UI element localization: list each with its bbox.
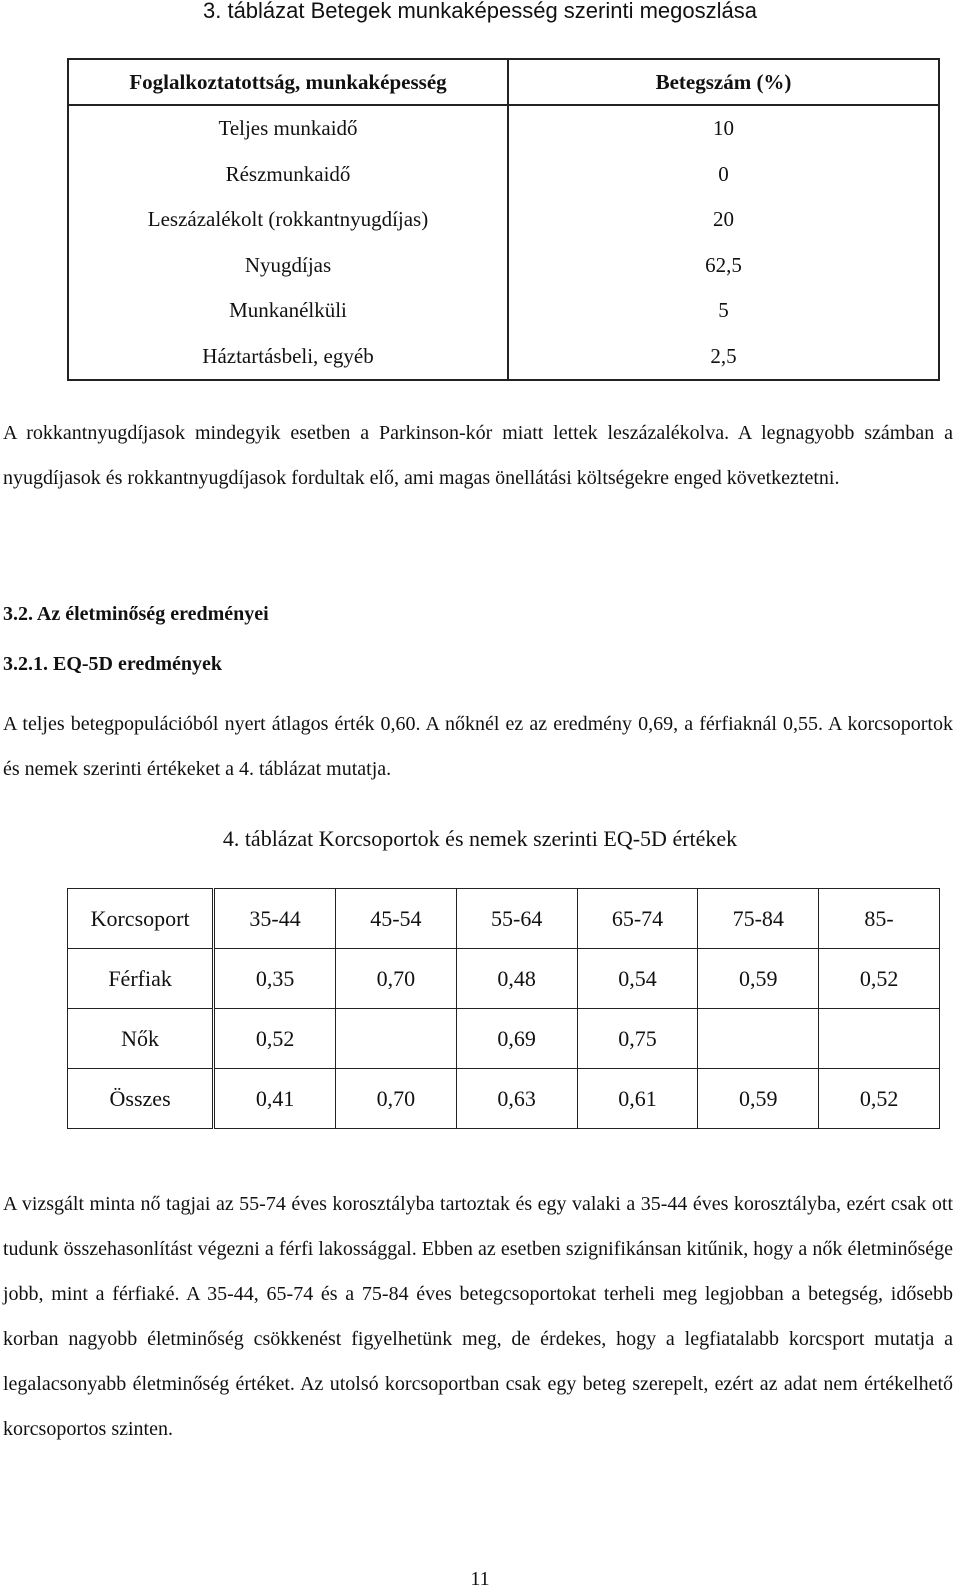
table-cell: 10 <box>508 105 939 152</box>
row-label: Férfiak <box>68 949 214 1009</box>
table-cell: 0,63 <box>456 1069 577 1129</box>
table-cell <box>698 1009 819 1069</box>
subsection-heading: 3.2.1. EQ-5D eredmények <box>3 653 223 675</box>
table-cell: 0,52 <box>819 1069 940 1129</box>
table-cell: 62,5 <box>508 243 939 289</box>
table-cell: 5 <box>508 288 939 334</box>
table-cell: 0,69 <box>456 1009 577 1069</box>
column-header: 35-44 <box>214 889 336 949</box>
table-cell: Részmunkaidő <box>68 152 508 198</box>
table3-caption: 3. táblázat Betegek munkaképesség szerinti megoszlása <box>203 0 757 23</box>
table-row <box>68 334 939 381</box>
table-cell: 0,48 <box>456 949 577 1009</box>
table-cell: Leszázalékolt (rokkantnyugdíjas) <box>68 197 508 243</box>
table-cell: 0,59 <box>698 949 819 1009</box>
table-cell: Munkanélküli <box>68 288 508 334</box>
column-header-patient-count: Betegszám (%) <box>508 59 939 105</box>
table-cell: 0,61 <box>577 1069 698 1129</box>
table-row <box>68 105 939 152</box>
column-header: 45-54 <box>335 889 456 949</box>
table-cell: Háztartásbeli, egyéb <box>68 334 508 381</box>
table-cell: Teljes munkaidő <box>68 105 508 152</box>
table-cell: 0,75 <box>577 1009 698 1069</box>
table-cell: 0,52 <box>214 1009 336 1069</box>
table-cell: 0,70 <box>335 949 456 1009</box>
row-label: Összes <box>68 1069 214 1129</box>
row-label: Nők <box>68 1009 214 1069</box>
paragraph-disability-pension: A rokkantnyugdíjasok mindegyik esetben a Parkinson-kór miatt lettek leszázalékolva. A legnagyobb számban a nyugdíjasok és rokkantnyugdíjasok fordultak elő, ami magas önellátási költségekre enged következtetni. <box>3 422 953 489</box>
table4-caption: 4. táblázat Korcsoportok és nemek szerinti EQ-5D értékek <box>222 826 738 851</box>
table-row <box>68 152 939 198</box>
table-cell: 0,35 <box>214 949 336 1009</box>
column-header-age-group: Korcsoport <box>68 889 214 949</box>
table-cell: 0,54 <box>577 949 698 1009</box>
column-header: 55-64 <box>456 889 577 949</box>
table-cell: Nyugdíjas <box>68 243 508 289</box>
column-header-employment: Foglalkoztatottság, munkaképesség <box>68 59 508 105</box>
table-row <box>68 288 939 334</box>
table-cell <box>819 1009 940 1069</box>
table-cell: 0 <box>508 152 939 198</box>
table-cell: 20 <box>508 197 939 243</box>
table-cell: 0,41 <box>214 1069 336 1129</box>
table-row <box>68 197 939 243</box>
table-row <box>68 243 939 289</box>
table-header-row <box>68 59 939 105</box>
section-heading: 3.2. Az életminőség eredményei <box>3 603 269 625</box>
table-cell: 2,5 <box>508 334 939 381</box>
table-header-row <box>68 889 940 949</box>
work-capacity-table <box>67 58 940 381</box>
paragraph-eq5d-average: A teljes betegpopulációból nyert átlagos érték 0,60. A nőknél ez az eredmény 0,69, a férfiaknál 0,55. A korcsoportok és nemek szerinti értékeket a 4. táblázat mutatja. <box>3 713 953 780</box>
paragraph-age-group-analysis: A vizsgált minta nő tagjai az 55-74 éves korosztályba tartoztak és egy valaki a 35-44 éves korosztályba, ezért csak ott tudunk összehasonlítást végezni a férfi lakossággal. Ebben az esetben szignifikánsan kitűnik, hogy a nők életminősége jobb, mint a férfiaké. A 35-44, 65-74 és a 75-84 éves betegcsoportokat terheli meg legjobban a betegség, idősebb korban nagyobb életminőség csökkenést figyelhetünk meg, de érdekes, hogy a legfiatalabb korcsport mutatja a legalacsonyabb életminőség értéket. Az utolsó korcsoportban csak egy beteg szerepelt, ezért az adat nem értékelhető korcsoportos szinten. <box>3 1193 953 1440</box>
column-header: 75-84 <box>698 889 819 949</box>
column-header: 85- <box>819 889 940 949</box>
table-cell <box>335 1009 456 1069</box>
table-row-total <box>68 1069 940 1129</box>
table-row-men <box>68 949 940 1009</box>
eq5d-age-sex-table <box>67 888 940 1129</box>
table-cell: 0,59 <box>698 1069 819 1129</box>
column-header: 65-74 <box>577 889 698 949</box>
page-number: 11 <box>470 1568 490 1590</box>
table-cell: 0,70 <box>335 1069 456 1129</box>
table-cell: 0,52 <box>819 949 940 1009</box>
table-row-women <box>68 1009 940 1069</box>
